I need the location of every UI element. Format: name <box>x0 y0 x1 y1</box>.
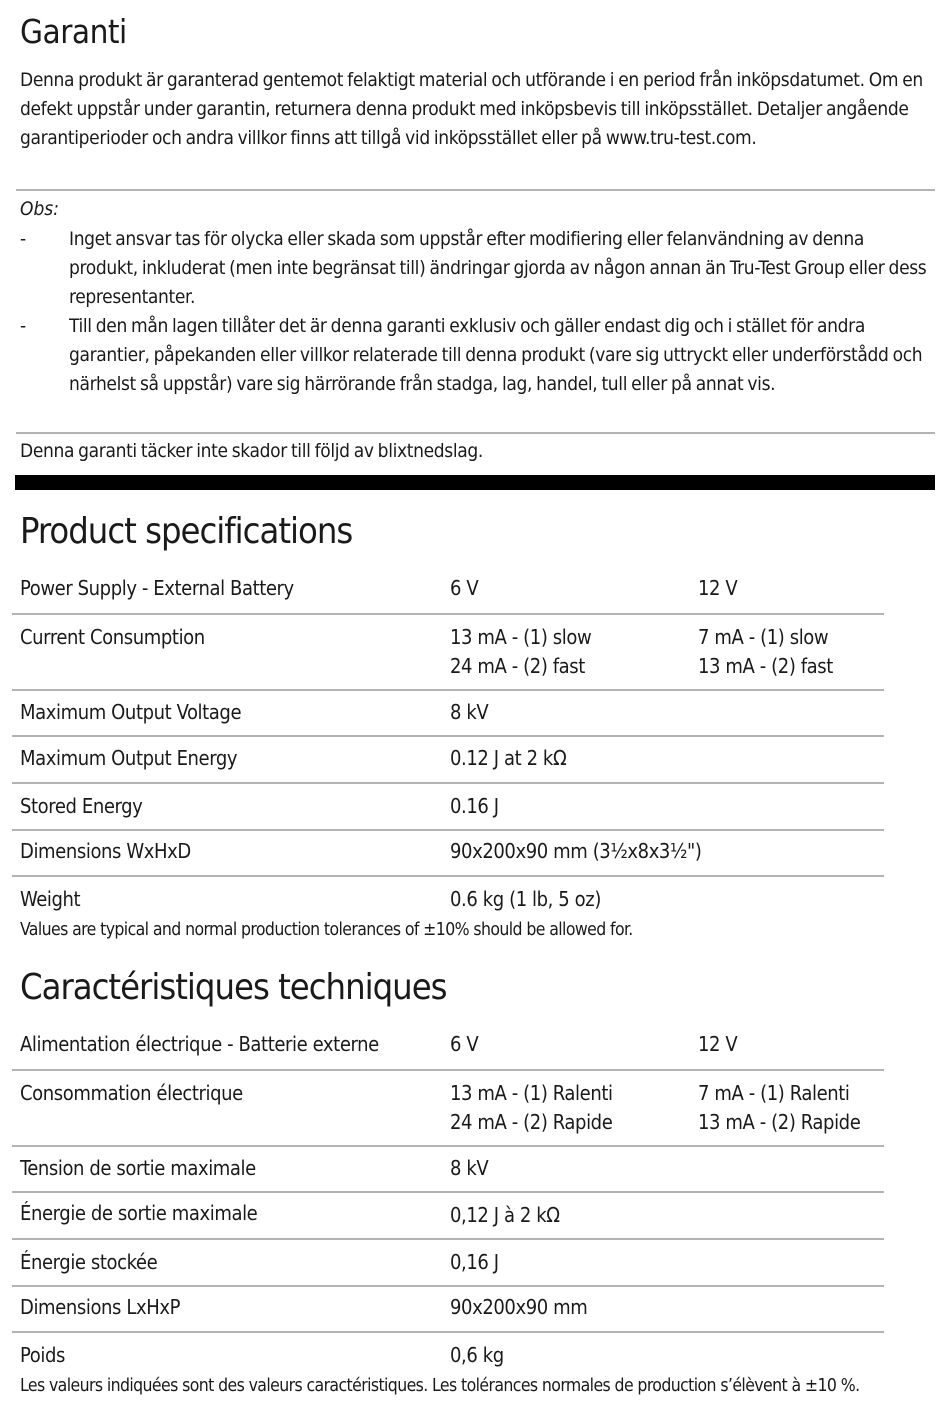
lightning-note: Denna garanti täcker inte skador till följd av blixtnedslag. <box>20 440 483 462</box>
value-6v: 0,6 kg <box>450 1343 504 1367</box>
row-label: Stored Energy <box>20 794 143 818</box>
value-6v: 8 kV <box>450 700 489 724</box>
specifications-table-fr <box>12 1022 884 1377</box>
table-row <box>12 1022 884 1071</box>
value-6v: 0.16 J <box>450 794 499 818</box>
obs-list <box>20 225 932 399</box>
value-6v: 13 mA - (1) Ralenti 24 mA - (2) Rapide <box>450 1081 613 1134</box>
obs-item-text: Till den mån lagen tillåter det är denna garanti exklusiv och gäller endast dig och i stället för andra garantier, påpekanden eller villkor relaterade till denna produkt (vare sig uttryckt eller underförstådd och närhelst så uppstår) vare sig härrörande från stadga, lag, handel, tull eller på annat vis. <box>69 315 923 395</box>
row-label: Dimensions WxHxD <box>20 839 191 863</box>
value-6v: 90x200x90 mm <box>450 1295 588 1319</box>
obs-item-text: Inget ansvar tas för olycka eller skada som uppstår efter modifiering eller felanvändning av denna produkt, inkluderat (men inte begränsat till) ändringar gjorda av någon annan än Tru-Test Group eller dess representanter. <box>69 228 927 308</box>
row-label: Weight <box>20 887 81 911</box>
value-12v: 12 V <box>698 1032 738 1056</box>
row-label: Tension de sortie maximale <box>20 1156 256 1180</box>
caracteristiques-techniques-heading: Caractéristiques techniques <box>20 967 447 1008</box>
garanti-heading: Garanti <box>20 12 127 51</box>
section-separator-bar <box>15 475 935 490</box>
table-row <box>12 831 884 877</box>
row-label: Current Consumption <box>20 625 205 649</box>
table-row <box>12 615 884 691</box>
table-row <box>12 1071 884 1147</box>
row-label: Power Supply - External Battery <box>20 576 294 600</box>
value-6v: 13 mA - (1) slow 24 mA - (2) fast <box>450 625 592 678</box>
value-6v: 0,12 J à 2 kΩ <box>450 1203 560 1227</box>
row-label: Poids <box>20 1343 65 1367</box>
table-row <box>12 877 884 921</box>
table-row <box>12 1193 884 1240</box>
row-label: Énergie de sortie maximale <box>20 1201 258 1225</box>
specifications-table-en <box>12 566 884 921</box>
obs-item <box>20 225 932 312</box>
list-dash: - <box>20 228 26 250</box>
value-6v: 0.12 J at 2 kΩ <box>450 746 567 770</box>
value-6v: 90x200x90 mm (3½x8x3½") <box>450 839 702 863</box>
list-dash: - <box>20 315 26 337</box>
table-row <box>12 1240 884 1287</box>
obs-label: Obs: <box>20 198 59 220</box>
value-12v: 7 mA - (1) Ralenti 13 mA - (2) Rapide <box>698 1081 861 1134</box>
garanti-paragraph: Denna produkt är garanterad gentemot felaktigt material och utförande i en period från inköpsdatumet. Om en defekt uppstår under garantin, returnera denna produkt med inköpsbevis till inköpsstället. Detaljer angående garantiperioder och andra villkor finns att tillgå vid inköpsstället eller på www.tru-test.com. <box>20 69 923 149</box>
table-row <box>12 1287 884 1333</box>
product-specifications-heading: Product specifications <box>20 511 353 552</box>
obs-item <box>20 312 932 399</box>
value-6v: 6 V <box>450 1032 479 1056</box>
section-divider <box>16 432 935 434</box>
table-row <box>12 1333 884 1377</box>
value-6v: 8 kV <box>450 1156 489 1180</box>
row-label: Consommation électrique <box>20 1081 243 1105</box>
row-label: Dimensions LxHxP <box>20 1295 181 1319</box>
row-label: Maximum Output Voltage <box>20 700 242 724</box>
row-label: Maximum Output Energy <box>20 746 238 770</box>
tolerance-note-en: Values are typical and normal production tolerances of ±10% should be allowed for. <box>20 920 633 940</box>
table-row <box>12 566 884 615</box>
table-row <box>12 691 884 737</box>
table-row <box>12 737 884 784</box>
tolerance-note-fr: Les valeurs indiquées sont des valeurs caractéristiques. Les tolérances normales de production s’élèvent à ±10 %. <box>20 1376 860 1396</box>
value-6v: 0.6 kg (1 lb, 5 oz) <box>450 887 601 911</box>
section-divider <box>16 189 935 191</box>
table-row <box>12 1147 884 1193</box>
row-label: Énergie stockée <box>20 1250 158 1274</box>
row-label: Alimentation électrique - Batterie externe <box>20 1032 379 1056</box>
value-6v: 6 V <box>450 576 479 600</box>
table-row <box>12 784 884 831</box>
value-12v: 7 mA - (1) slow 13 mA - (2) fast <box>698 625 833 678</box>
value-12v: 12 V <box>698 576 738 600</box>
value-6v: 0,16 J <box>450 1250 499 1274</box>
